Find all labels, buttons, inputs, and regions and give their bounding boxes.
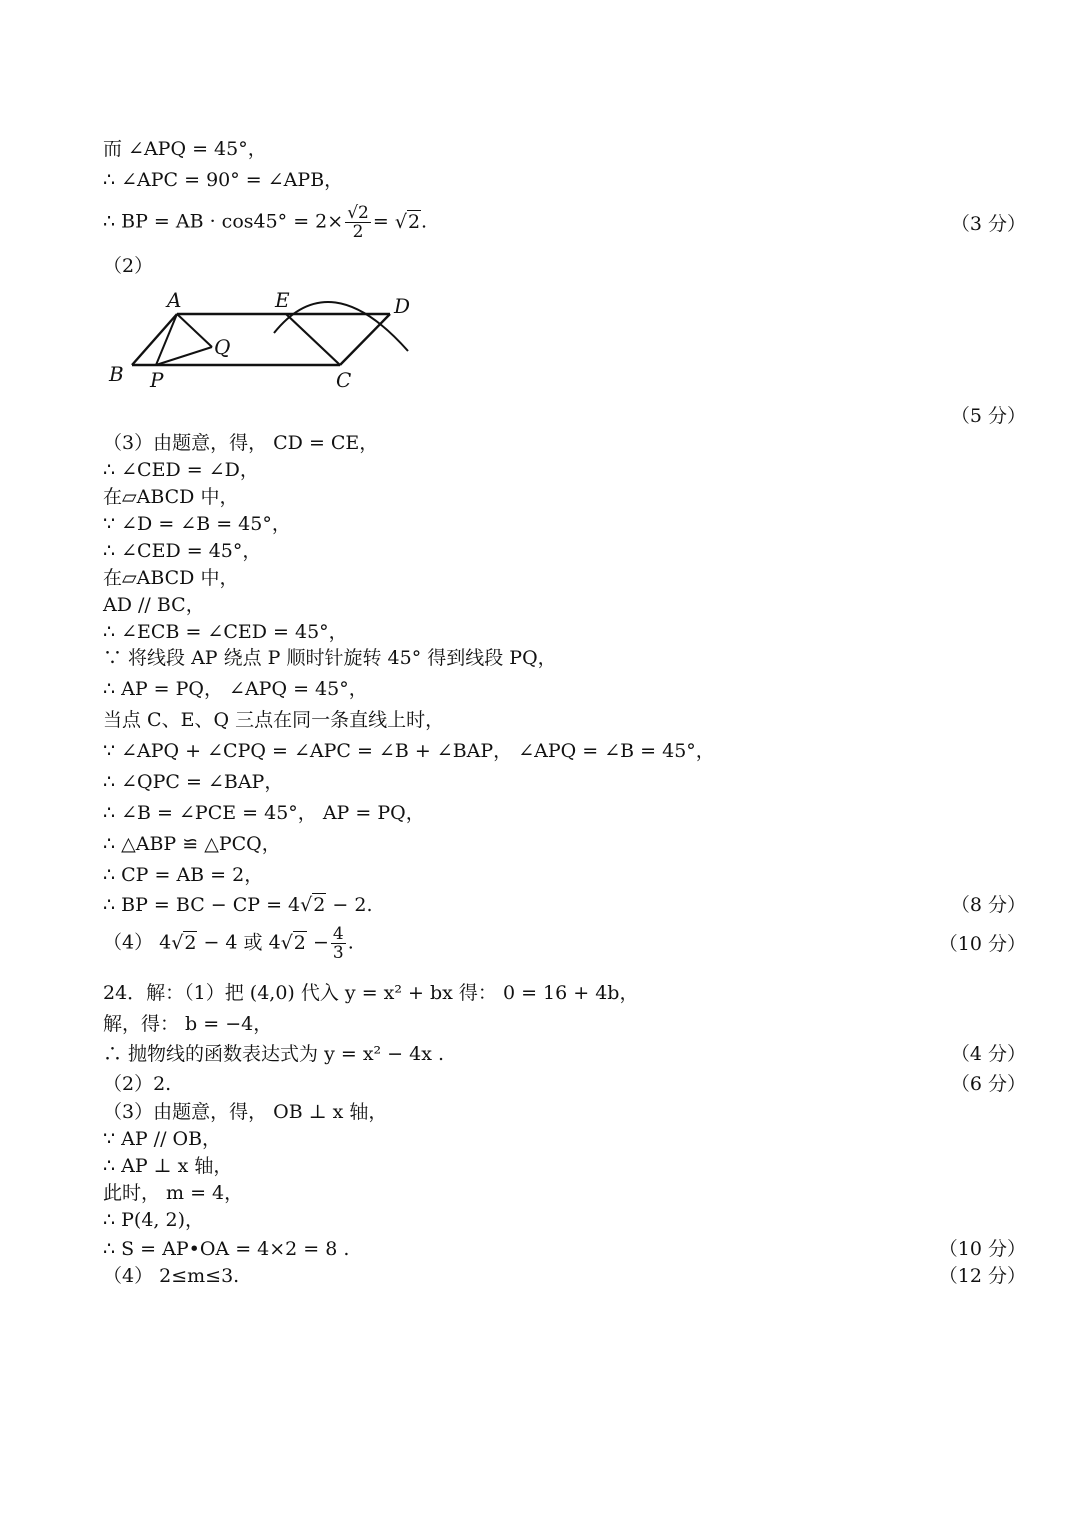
part4-prefix: （4） 4 xyxy=(103,931,172,954)
line-in-abcd-1: 在▱ABCD 中， xyxy=(103,486,239,508)
period: . xyxy=(421,210,428,233)
label-e: E xyxy=(275,288,290,312)
sqrt-2: √2 xyxy=(280,931,306,954)
score-8: （8 分） xyxy=(950,894,1026,916)
line-ecb-45: ∴ ∠ECB = ∠CED = 45°， xyxy=(103,621,348,643)
score-12: （12 分） xyxy=(938,1265,1026,1287)
line-rotate-ap: ∵ 将线段 AP 绕点 P 顺时针旋转 45° 得到线段 PQ， xyxy=(103,647,557,669)
q24-part-2: （2）2. xyxy=(103,1073,172,1095)
label-a: A xyxy=(167,288,182,312)
score-4: （4 分） xyxy=(950,1043,1026,1065)
line-ced-d: ∴ ∠CED = ∠D， xyxy=(103,459,259,481)
fraction-sqrt2-over-2: $\frac{√2}{2}$ xyxy=(347,203,369,242)
label-c: C xyxy=(336,368,352,392)
part-2-label: （2） xyxy=(103,255,154,277)
sqrt-2: √2 xyxy=(394,210,421,233)
label-b: B xyxy=(109,362,124,386)
sqrt-2: √2 xyxy=(171,931,197,954)
q24-part-4: （4） 2≤m≤3. xyxy=(103,1265,240,1287)
bp-result-suffix: − 2. xyxy=(332,894,373,916)
q24-ap-parallel-ob: ∵ AP // OB， xyxy=(103,1128,222,1150)
label-q: Q xyxy=(214,335,231,359)
score-3: （3 分） xyxy=(950,213,1026,235)
label-p: P xyxy=(150,368,164,392)
period: . xyxy=(347,931,354,954)
line-apc-90: ∴ ∠APC = 90° = ∠APB， xyxy=(103,169,344,191)
line-angle-sum: ∵ ∠APQ + ∠CPQ = ∠APC = ∠B + ∠BAP， ∠APQ = ∠B = 45°， xyxy=(103,740,715,762)
part4-or: − 4 或 4 xyxy=(203,931,281,954)
sqrt-2: √2 xyxy=(300,894,326,916)
equals-sign: = xyxy=(372,210,389,233)
line-d-b-45: ∵ ∠D = ∠B = 45°， xyxy=(103,513,291,535)
line-bp-result xyxy=(103,893,372,917)
q24-m-4: 此时， m = 4， xyxy=(103,1182,244,1204)
q24-part-3: （3）由题意，得， OB ⊥ x 轴， xyxy=(103,1101,388,1123)
q24-ap-perp-x: ∴ AP ⊥ x 轴， xyxy=(103,1155,233,1177)
score-10-b: （10 分） xyxy=(938,1238,1026,1260)
score-10: （10 分） xyxy=(938,933,1026,955)
bp-result-prefix: ∴ BP = BC − CP = 4 xyxy=(103,894,301,916)
line-collinear: 当点 C、E、Q 三点在同一条直线上时， xyxy=(103,709,445,731)
line-ap-eq-pq: ∴ AP = PQ， ∠APQ = 45°， xyxy=(103,678,368,700)
q24-area: ∴ S = AP•OA = 4×2 = 8 . xyxy=(103,1238,350,1260)
line-ced-45: ∴ ∠CED = 45°， xyxy=(103,540,262,562)
q24-part-1: 24．解：（1）把 (4,0) 代入 y = x² + bx 得： 0 = 16 + 4b， xyxy=(103,982,639,1004)
line-cd-ce: （3）由题意，得， CD = CE， xyxy=(103,432,379,454)
bp-expression: ∴ BP = AB · cos45° = 2× xyxy=(103,210,344,233)
q24-parabola: ∴ 抛物线的函数表达式为 y = x² − 4x . xyxy=(103,1043,445,1065)
minus-sign: − xyxy=(312,931,329,954)
line-congruent: ∴ △ABP ≌ △PCQ， xyxy=(103,833,281,855)
line-pce-45: ∴ ∠B = ∠PCE = 45°， AP = PQ， xyxy=(103,802,425,824)
q24-point-p: ∴ P(4, 2)， xyxy=(103,1209,204,1231)
line-part-4-answer xyxy=(103,925,354,962)
score-6: （6 分） xyxy=(950,1073,1026,1095)
line-bp-value xyxy=(103,204,427,241)
label-d: D xyxy=(394,294,411,318)
line-qpc-bap: ∴ ∠QPC = ∠BAP， xyxy=(103,771,284,793)
score-5: （5 分） xyxy=(950,405,1026,427)
line-in-abcd-2: 在▱ABCD 中， xyxy=(103,567,239,589)
parallelogram-figure xyxy=(100,283,430,398)
line-ad-parallel-bc: AD // BC， xyxy=(103,594,205,616)
line-apq-45: 而 ∠APQ = 45°， xyxy=(103,138,267,160)
line-cp-ab-2: ∴ CP = AB = 2， xyxy=(103,864,264,886)
q24-solve-b: 解，得： b = −4， xyxy=(103,1013,273,1035)
fraction-4-over-3: $\frac{4}{3}$ xyxy=(332,924,344,963)
